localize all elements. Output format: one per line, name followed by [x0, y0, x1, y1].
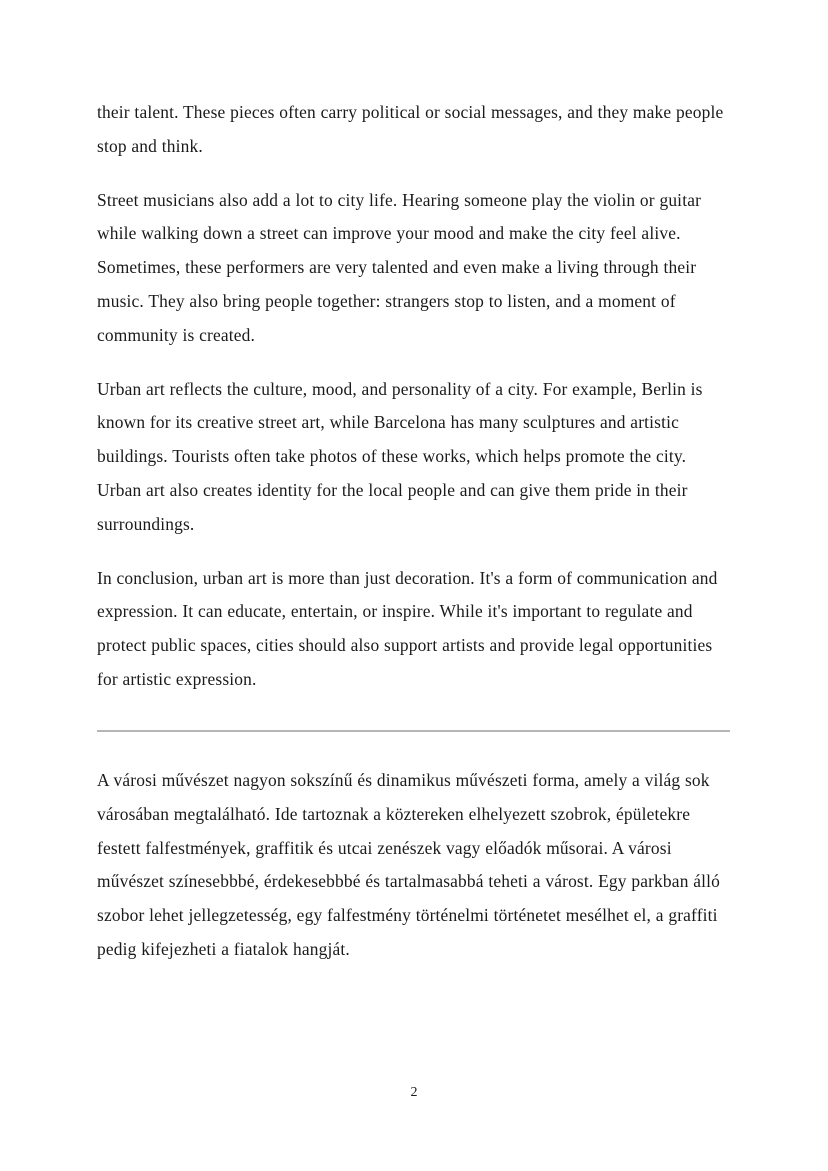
paragraph: A városi művészet nagyon sokszínű és dinamikus művészeti forma, amely a világ sok városában megtalálható. Ide tartoznak a köztereken elhelyezett szobrok, épületekre festett falfestmények, graffitik és utcai zenészek vagy előadók műsorai. A városi művészet színesebbbé, érdekesebbbé és tartalmasabbá teheti a várost. Egy parkban álló szobor lehet jellegzetesség, egy falfestmény történelmi történetet mesélhet el, a graffiti pedig kifejezheti a fiatalok hangját. [97, 770, 721, 959]
section-divider [97, 730, 730, 732]
paragraph: Urban art reflects the culture, mood, and personality of a city. For example, Berlin is known for its creative street art, while Barcelona has many sculptures and artistic buildings. Tourists often take photos of these works, which helps promote the city. Urban art also creates identity for the local people and can give them pride in their surroundings. [97, 378, 703, 534]
paragraph: In conclusion, urban art is more than just decoration. It's a form of communication and expression. It can educate, entertain, or inspire. While it's important to regulate and protect public spaces, cities should also support artists and provide legal opportunities for artistic expression. [97, 567, 718, 689]
paragraph: their talent. These pieces often carry political or social messages, and they make people stop and think. [97, 102, 724, 156]
page-number: 2 [410, 1085, 418, 1100]
body-text-section-english [97, 96, 730, 697]
paragraph: Street musicians also add a lot to city life. Hearing someone play the violin or guitar while walking down a street can improve your mood and make the city feel alive. Sometimes, these performers are very talented and even make a living through their music. They also bring people together: strangers stop to listen, and a moment of community is created. [97, 189, 702, 345]
body-text-section-hungarian [97, 764, 730, 967]
